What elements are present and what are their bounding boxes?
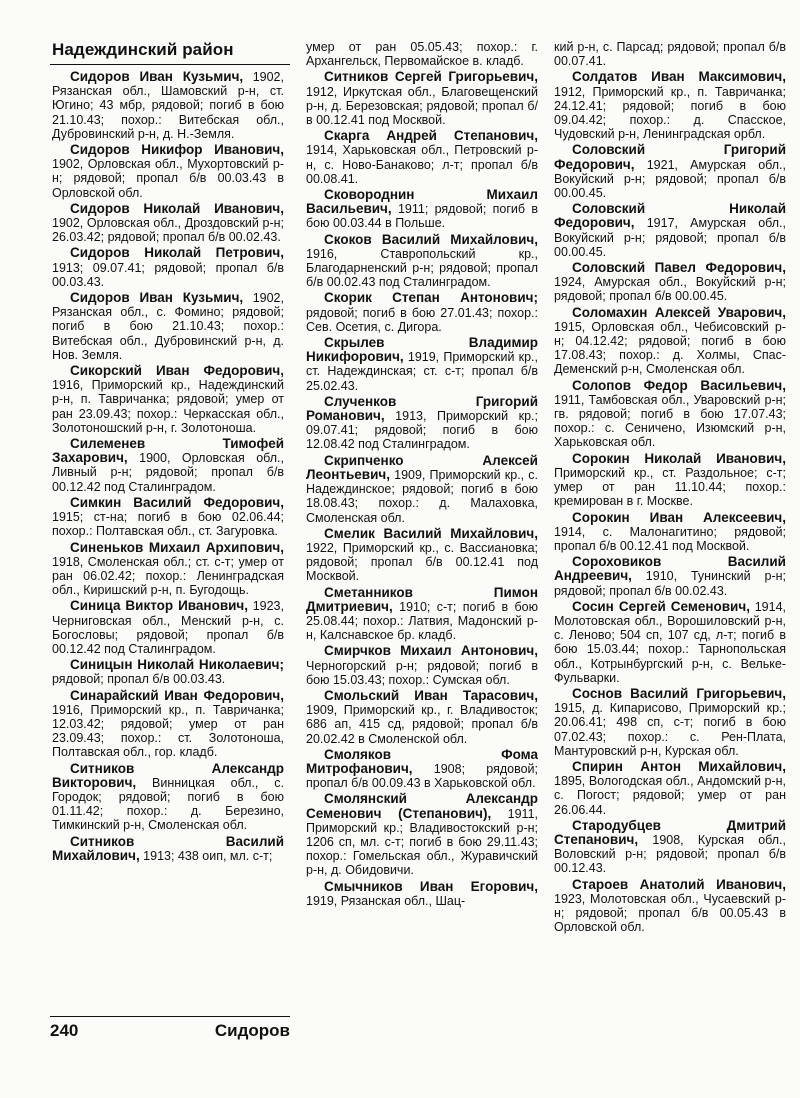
person-name: Синарайский Иван Федорович, <box>70 687 284 703</box>
entry-continuation: умер от ран 05.05.43; похор.: г. Архангельск, Первомайское в. кладб. <box>306 40 538 69</box>
person-details: 1902, Орловская обл., Мухортовский р-н; рядовой; пропал б/в 00.03.43 в Орловской обл. <box>52 157 284 200</box>
person-details: 1922, Приморский кр., с. Вассиановка; рядовой; пропал б/в 00.12.41 под Москвой. <box>306 540 538 584</box>
person-name: Сорокин Иван Алексеевич, <box>572 509 786 525</box>
person-details: 1914, Харьковская обл., Петровский р-н, с. Ново-Банаково; л-т; пропал б/в 00.08.41. <box>306 143 538 186</box>
person-details: 1911; рядовой; погиб в бою 00.03.44 в Польше. <box>306 202 538 231</box>
list-item <box>554 819 786 876</box>
list-item <box>554 379 786 450</box>
person-details: 1924, Амурская обл., Вокуйский р-н; рядовой; пропал б/в 00.00.45. <box>554 275 786 304</box>
header-rule <box>50 64 290 65</box>
person-details: 1895, Вологодская обл., Андомский р-н, с. Погост; рядовой; умер от ран 26.06.44. <box>554 774 786 817</box>
list-item <box>554 261 786 304</box>
person-name: Сидоров Иван Кузьмич, <box>70 290 244 306</box>
list-item <box>52 762 284 833</box>
person-name: Сидоров Никифор Иванович, <box>70 142 284 158</box>
person-details: 1919, Приморский кр., ст. Надеждинская; ст. с-т; пропал б/в 25.02.43. <box>306 350 538 393</box>
person-details: 1914, с. Малонагитино; рядовой; пропал б/в 00.12.41 под Москвой. <box>554 524 786 553</box>
person-name: Сосин Сергей Семенович, <box>572 598 750 614</box>
person-name: Соловский Григорий Федорович, <box>554 142 786 172</box>
person-name: Ситников Василий Михайлович, <box>52 833 284 863</box>
list-item <box>554 878 786 935</box>
person-details: рядовой; пропал б/в 00.03.43. <box>52 672 226 687</box>
list-item <box>306 527 538 584</box>
list-item <box>52 291 284 362</box>
list-item <box>554 600 786 685</box>
person-details: 1923, Черниговская обл., Менский р-н, с. Богословы; рядовой; пропал б/в 00.12.42 под Сталинградом. <box>52 599 284 656</box>
person-details: 1918, Смоленская обл.; ст. с-т; умер от ран 06.02.42; похор.: Ленинградская обл., Киришский р-н, п. Бугодощь. <box>52 554 284 598</box>
person-details: 1912, Приморский кр., п. Тавричанка; 24.12.41; рядовой; погиб в бою 09.04.42; похор.: д. Спасское, Чудовский р-н, Ленинградская орбл. <box>554 84 786 142</box>
person-name: Сидоров Николай Иванович, <box>70 200 284 216</box>
list-item <box>52 437 284 494</box>
list-item <box>306 689 538 746</box>
person-name: Слученков Григорий Романович, <box>306 393 538 424</box>
list-item <box>306 395 538 452</box>
list-item <box>52 541 284 598</box>
person-details: 1908, Курская обл., Воловский р-н; рядовой; пропал б/в 00.12.43. <box>554 832 786 876</box>
list-item <box>554 687 786 758</box>
person-details: 1913, Приморский кр.; 09.07.41; рядовой; погиб в бою 12.08.42 под Сталинградом. <box>306 409 538 452</box>
person-details: Винницкая обл., с. Городок; рядовой; погиб в бою 01.11.42; похор.: д. Березино, Тимкинский р-н, Смоленская обл. <box>52 775 284 833</box>
list-item <box>306 748 538 791</box>
person-name: Синица Виктор Иванович, <box>70 598 249 614</box>
person-details: 1916, Приморский кр., Надеждинский р-н, п. Тавричанка; рядовой; умер от ран 23.09.43; похор.: Черкасская обл., Золотоношский р-н, г. Золотоноша. <box>52 378 284 435</box>
person-name: Скорик Степан Антонович; <box>324 290 538 306</box>
person-details: Приморский кр., ст. Раздольное; с-т; умер от ран 11.10.44; похор.: кремирован в г. Москве. <box>554 465 786 509</box>
page-number: 240 <box>50 1021 79 1040</box>
person-details: 1902, Рязанская обл., Шамовский р-н, ст. Югино; 43 мбр, рядовой; погиб в бою 21.10.43; похор.: Витебская обл., Дубровинский р-н, д. Н.-Земля. <box>52 70 284 141</box>
list-item <box>554 511 786 554</box>
list-item <box>306 644 538 687</box>
person-details: 1915; ст-на; погиб в бою 02.06.44; похор.: Полтавская обл., ст. Загуровка. <box>52 510 284 539</box>
person-name: Соснов Василий Григорьевич, <box>572 685 786 701</box>
person-details: рядовой; погиб в бою 27.01.43; похор.: Сев. Осетия, с. Дигора. <box>306 305 538 334</box>
person-name: Стародубцев Дмитрий Степанович, <box>554 817 786 847</box>
person-name: Смоляков Фома Митрофанович, <box>306 746 538 776</box>
person-name: Солдатов Иван Максимович, <box>572 69 786 85</box>
person-name: Староев Анатолий Иванович, <box>572 876 786 892</box>
person-details: 1916, Ставропольский кр., Благодарненский р-н; рядовой; пропал б/в 00.02.43 под Сталинградом. <box>306 246 538 290</box>
person-name: Ситников Александр Викторович, <box>52 760 284 790</box>
list-item <box>306 233 538 290</box>
person-name: Сикорский Иван Федорович, <box>70 363 284 379</box>
list-item <box>52 364 284 435</box>
list-item <box>306 586 538 643</box>
person-details: 1917, Амурская обл., Вокуйский р-н; рядовой; пропал б/в 00.00.45. <box>554 216 786 259</box>
list-item <box>554 70 786 141</box>
list-item <box>306 129 538 186</box>
list-item <box>554 452 786 509</box>
person-details: 1902, Рязанская обл., с. Фомино; рядовой; погиб в бою 21.10.43; похор.: Витебская обл., Дубровинский р-н, д. Нов. Земля. <box>52 291 284 362</box>
person-details: 1915, д. Кипарисово, Приморский кр.; 20.06.41; 498 сп, с-т; погиб в бою 07.02.43; похор.: с. Рен-Плата, Мантуровский р-н, Курская обл. <box>554 701 786 758</box>
list-item <box>52 70 284 141</box>
list-item <box>306 336 538 393</box>
person-name: Симкин Василий Федорович, <box>70 494 284 510</box>
list-item <box>554 760 786 817</box>
person-details: 1900, Орловская обл., Ливный р-н; рядовой; пропал б/в 00.12.42 под Сталинградом. <box>52 451 284 494</box>
person-details: 1923, Молотовская обл., Чусаевский р-н; рядовой; пропал б/в 00.05.43 в Орловской обл. <box>554 891 786 935</box>
section-title: Надеждинский район <box>52 40 234 59</box>
person-details: 1914, Молотовская обл., Ворошиловский р-н, с. Леново; 504 сп, 107 сд, л-т; погиб в бою 15.03.44; похор.: Тарнопольская обл., Котрынбургский р-н, с. Вельке-Фульварки. <box>554 599 786 685</box>
person-name: Смелик Василий Михайлович, <box>324 525 538 541</box>
list-item <box>306 291 538 334</box>
person-details: 1910, Тунинский р-н; рядовой; пропал б/в 00.02.43. <box>554 569 786 598</box>
person-name: Спирин Антон Михайлович, <box>572 758 786 774</box>
person-name: Сметанников Пимон Дмитриевич, <box>306 584 538 614</box>
list-item <box>52 202 284 245</box>
person-details: 1921, Амурская обл., Вокуйский р-н; рядовой; пропал б/в 00.00.45. <box>554 157 786 201</box>
person-details: 1912, Иркутская обл., Благовещенский р-н, д. Березовская; рядовой; пропал б/в 00.12.41 под Москвой. <box>306 84 538 128</box>
column-1 <box>52 70 284 1020</box>
list-item <box>306 880 538 908</box>
person-name: Смолянский Александр Семенович (Степанович), <box>306 791 538 821</box>
person-name: Скрипченко Алексей Леонтьевич, <box>306 452 538 482</box>
person-details: 1909, Приморский кр., г. Владивосток; 686 ап, 415 сд, рядовой; пропал б/в 20.02.42 в Смоленской обл. <box>306 703 538 746</box>
list-item <box>52 143 284 200</box>
person-name: Синицын Николай Николаевич; <box>70 657 284 673</box>
list-item <box>306 454 538 525</box>
page-footer <box>50 1016 290 1041</box>
person-name: Сидоров Николай Петрович, <box>70 245 284 261</box>
person-name: Ситников Сергей Григорьевич, <box>324 69 538 85</box>
person-name: Синеньков Михаил Архипович, <box>70 539 284 555</box>
person-name: Смычников Иван Егорович, <box>324 878 538 894</box>
person-details: 1909, Приморский кр., с. Надеждинское; рядовой; погиб в бою 18.08.43; похор.: д. Малаховка, Смоленская обл. <box>306 467 538 525</box>
person-name: Сковороднин Михаил Васильевич, <box>306 187 538 217</box>
person-name: Соломахин Алексей Уварович, <box>572 304 786 320</box>
person-details: 1902, Орловская обл., Дроздовский р-н; 26.03.42; рядовой; пропал б/в 00.02.43. <box>52 216 284 245</box>
person-details: 1913; 09.07.41; рядовой; пропал б/в 00.03.43. <box>52 260 284 289</box>
person-details: 1919, Рязанская обл., Шац- <box>306 893 466 908</box>
list-item <box>554 202 786 259</box>
list-item <box>52 689 284 760</box>
list-item <box>52 835 284 863</box>
person-name: Скрылев Владимир Никифорович, <box>306 335 538 365</box>
person-name: Соловский Павел Федорович, <box>572 260 786 276</box>
list-item <box>52 658 284 686</box>
person-name: Смирчков Михаил Антонович, <box>324 643 538 659</box>
list-item <box>52 246 284 289</box>
list-item <box>306 70 538 127</box>
person-details: 1913; 438 оип, мл. с-т; <box>139 848 273 863</box>
person-details: Черногорский р-н; рядовой; погиб в бою 15.03.43; похор.: Сумская обл. <box>306 658 538 687</box>
person-name: Смольский Иван Тарасович, <box>324 687 538 703</box>
list-item <box>554 555 786 598</box>
person-details: 1916, Приморский кр., п. Тавричанка; 12.03.42; рядовой; умер от ран 23.09.43; похор.: ст. Золотоноша, Полтавская обл., гор. кладб. <box>52 702 284 760</box>
person-details: 1911, Приморский кр.; Владивостокский р-н; 1206 сп, мл. с-т; погиб в бою 29.11.43; похор.: Гомельская обл., Журавичский р-н, д. Обидовичи. <box>306 806 538 878</box>
running-head: Сидоров <box>214 1021 290 1040</box>
list-item <box>306 188 538 231</box>
column-3 <box>554 40 786 1030</box>
entry-continuation: кий р-н, с. Парсад; рядовой; пропал б/в 00.07.41. <box>554 40 786 69</box>
person-name: Солопов Федор Васильевич, <box>572 377 786 393</box>
person-name: Сидоров Иван Кузьмич, <box>70 70 244 84</box>
column-2 <box>306 40 538 1030</box>
list-item <box>554 143 786 200</box>
list-item <box>52 496 284 539</box>
person-name: Сороховиков Василий Андреевич, <box>554 554 786 584</box>
person-details: 1911, Тамбовская обл., Уваровский р-н; гв. рядовой; погиб в бою 17.07.43; похор.: с. Сеничено, Изюмский р-н, Харьковская обл. <box>554 392 786 450</box>
person-details: 1908; рядовой; пропал б/в 00.09.43 в Харьковской обл. <box>306 761 538 791</box>
person-name: Скоков Василий Михайлович, <box>324 231 538 247</box>
person-name: Соловский Николай Федорович, <box>554 201 786 231</box>
person-name: Сорокин Николай Иванович, <box>572 450 786 466</box>
person-details: 1915, Орловская обл., Чебисовский р-н; 04.12.42; рядовой; погиб в бою 17.08.43; похор.: д. Холмы, Спас-Деменский р-н, Смоленская обл. <box>554 319 786 377</box>
person-name: Скарга Андрей Степанович, <box>324 128 538 144</box>
person-details: 1910; с-т; погиб в бою 25.08.44; похор.: Латвия, Мадонский р-н, Калснавское бр. кладб. <box>306 599 538 643</box>
list-item <box>554 306 786 377</box>
person-name: Силеменев Тимофей Захарович, <box>52 436 284 466</box>
list-item <box>52 599 284 656</box>
list-item <box>306 792 538 877</box>
